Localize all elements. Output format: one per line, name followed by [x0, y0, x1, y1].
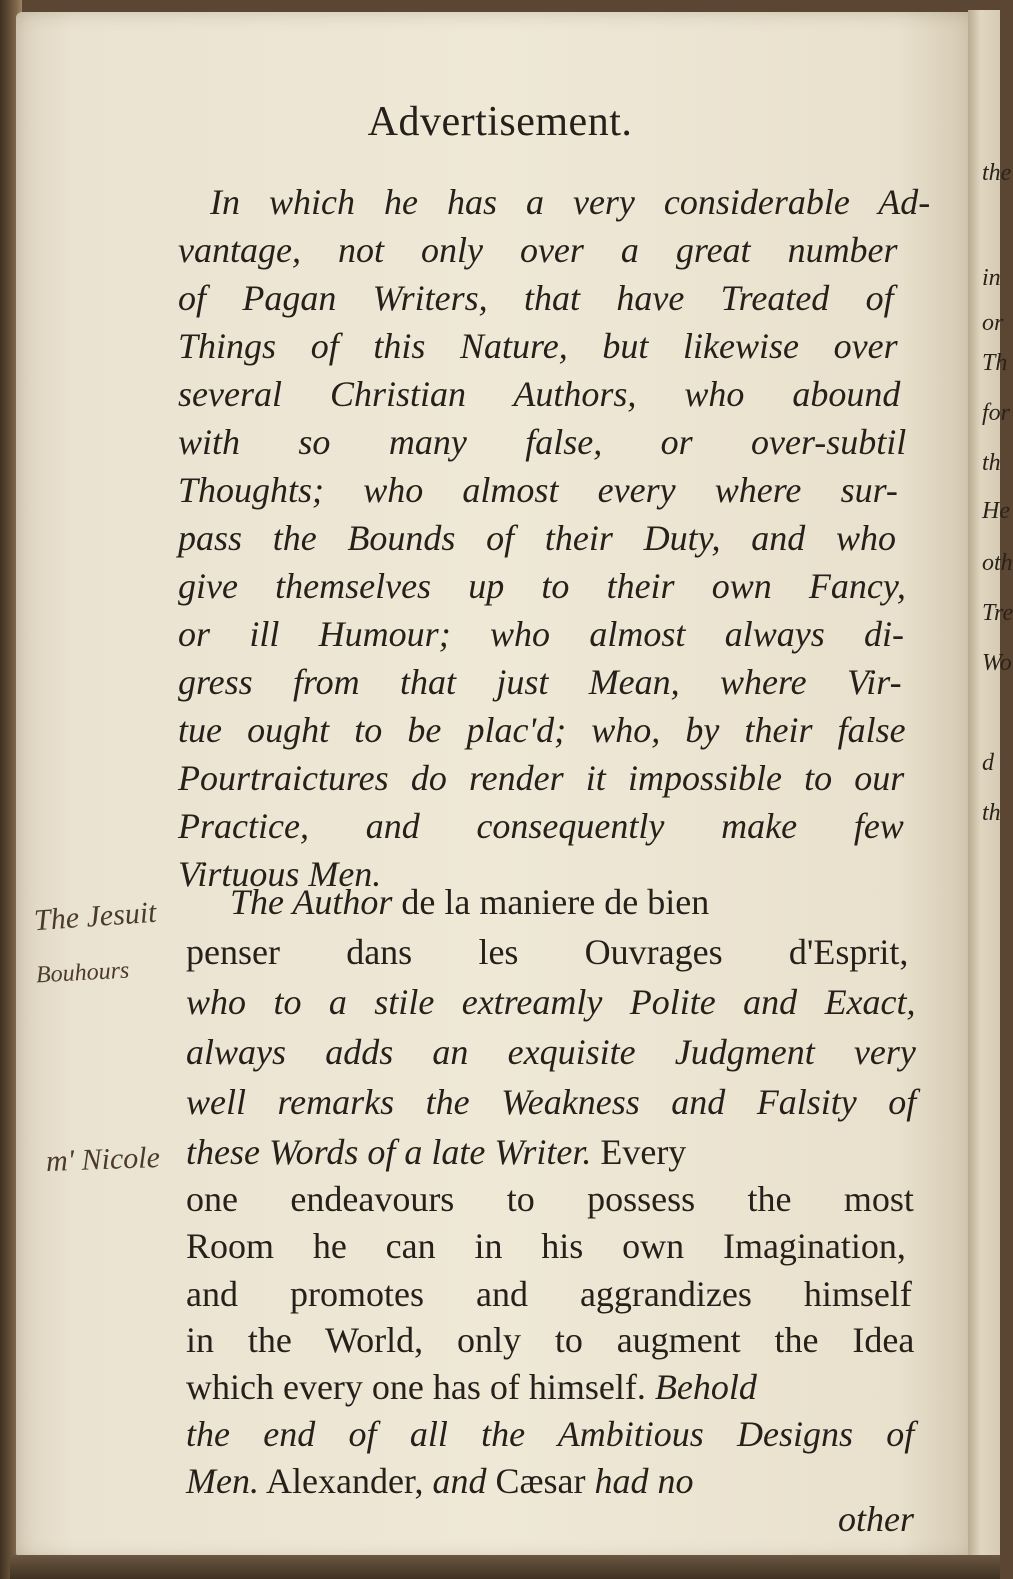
- text-line: [178, 276, 894, 320]
- text-line: [186, 930, 908, 974]
- text-segment: tue ought to be plac'd; who, by their false: [178, 710, 906, 750]
- text-segment: Alexander,: [258, 1461, 433, 1501]
- text-segment: of Pagan Writers, that have Treated of: [178, 278, 894, 318]
- facing-page-fragment: He: [982, 498, 1010, 524]
- text-segment: Things of this Nature, but likewise over: [178, 326, 898, 366]
- text-segment: de la maniere de bien: [392, 882, 710, 922]
- catchword: other: [838, 1499, 914, 1539]
- text-line: [186, 1318, 914, 1362]
- facing-page-fragment: oth: [982, 550, 1013, 576]
- text-segment: Cæsar: [486, 1461, 595, 1501]
- facing-page-edge: [968, 10, 1013, 1565]
- text-segment: had no: [594, 1461, 694, 1501]
- facing-page-fragment: in: [982, 265, 1001, 291]
- margin-note-jesuit: The Jesuit: [32, 895, 158, 938]
- text-line: [186, 1224, 906, 1268]
- text-line: [178, 756, 904, 800]
- text-segment: Behold: [645, 1367, 757, 1407]
- text-segment: and: [432, 1461, 487, 1501]
- text-segment: In which he has a very considerable Ad-: [210, 182, 931, 222]
- text-segment: Virtuous Men.: [178, 854, 382, 894]
- text-segment: who to a stile extreamly Polite and Exact,: [186, 982, 916, 1022]
- text-segment: with so many false, or over-subtil: [178, 422, 907, 462]
- text-line: [178, 660, 902, 704]
- text-segment: pass the Bounds of their Duty, and who: [178, 518, 896, 558]
- text-line: [178, 324, 898, 368]
- facing-page-fragment: Wo: [982, 650, 1012, 676]
- text-segment: in the World, only to augment the Idea: [186, 1320, 915, 1360]
- text-line: [178, 468, 898, 512]
- facing-page-fragment: d: [982, 750, 994, 776]
- text-line: [186, 1365, 757, 1409]
- text-line: [178, 612, 904, 656]
- text-segment: Thoughts; who almost every where sur-: [178, 470, 898, 510]
- facing-page-fragment: th: [982, 800, 1001, 826]
- text-segment: and promotes and aggrandizes himself: [186, 1274, 912, 1314]
- text-line: [178, 804, 904, 848]
- text-line: [178, 228, 898, 272]
- text-segment: always adds an exquisite Judgment very: [186, 1032, 916, 1072]
- text-segment: which every one has of himself.: [186, 1367, 646, 1407]
- facing-page-fragment: the: [982, 160, 1012, 186]
- text-segment: vantage, not only over a great number: [178, 230, 898, 270]
- text-segment: Men.: [186, 1461, 259, 1501]
- margin-note-nicole: m' Nicole: [45, 1141, 161, 1178]
- text-segment: Room he can in his own Imagination,: [186, 1226, 906, 1266]
- page-heading: Advertisement.: [367, 99, 633, 145]
- text-line: [186, 1080, 916, 1124]
- facing-page-fragment: Th: [982, 350, 1008, 376]
- margin-note-bouhours: Bouhours: [35, 957, 130, 989]
- text-segment: Pourtraictures do render it impossible to our: [178, 758, 905, 798]
- text-segment: Practice, and consequently make few: [178, 806, 904, 846]
- facing-page-fragment: th: [982, 450, 1001, 476]
- text-line: [230, 880, 709, 924]
- text-segment: gress from that just Mean, where Vir-: [178, 662, 902, 702]
- text-segment: or ill Humour; who almost always di-: [178, 614, 905, 654]
- facing-page-fragment: or: [982, 310, 1004, 336]
- text-segment: these Words of a late Writer.: [186, 1132, 592, 1172]
- text-line: [186, 1030, 916, 1074]
- text-line: [186, 980, 916, 1024]
- text-line: [186, 1177, 914, 1221]
- text-segment: several Christian Authors, who abound: [178, 374, 901, 414]
- text-segment: one endeavours to possess the most: [186, 1179, 914, 1219]
- text-line: [178, 420, 906, 464]
- text-line: [210, 180, 930, 224]
- text-line: [178, 564, 906, 608]
- text-line: [186, 1272, 912, 1316]
- text-line: [178, 516, 896, 560]
- text-segment: well remarks the Weakness and Falsity of: [186, 1082, 917, 1122]
- facing-page-fragment: Tre: [982, 600, 1013, 626]
- facing-page-fragment: for: [982, 400, 1011, 426]
- text-line: [178, 708, 906, 752]
- text-segment: give themselves up to their own Fancy,: [178, 566, 906, 606]
- book-bottom-edge: [10, 1555, 1000, 1579]
- text-segment: The Author: [230, 882, 393, 922]
- text-segment: penser dans les Ouvrages d'Esprit,: [186, 932, 909, 972]
- text-line: [186, 1412, 914, 1456]
- text-line: [178, 372, 900, 416]
- text-segment: the end of all the Ambitious Designs of: [186, 1414, 915, 1454]
- text-segment: Every: [591, 1132, 687, 1172]
- text-line: [186, 1130, 686, 1174]
- text-line: [186, 1459, 693, 1503]
